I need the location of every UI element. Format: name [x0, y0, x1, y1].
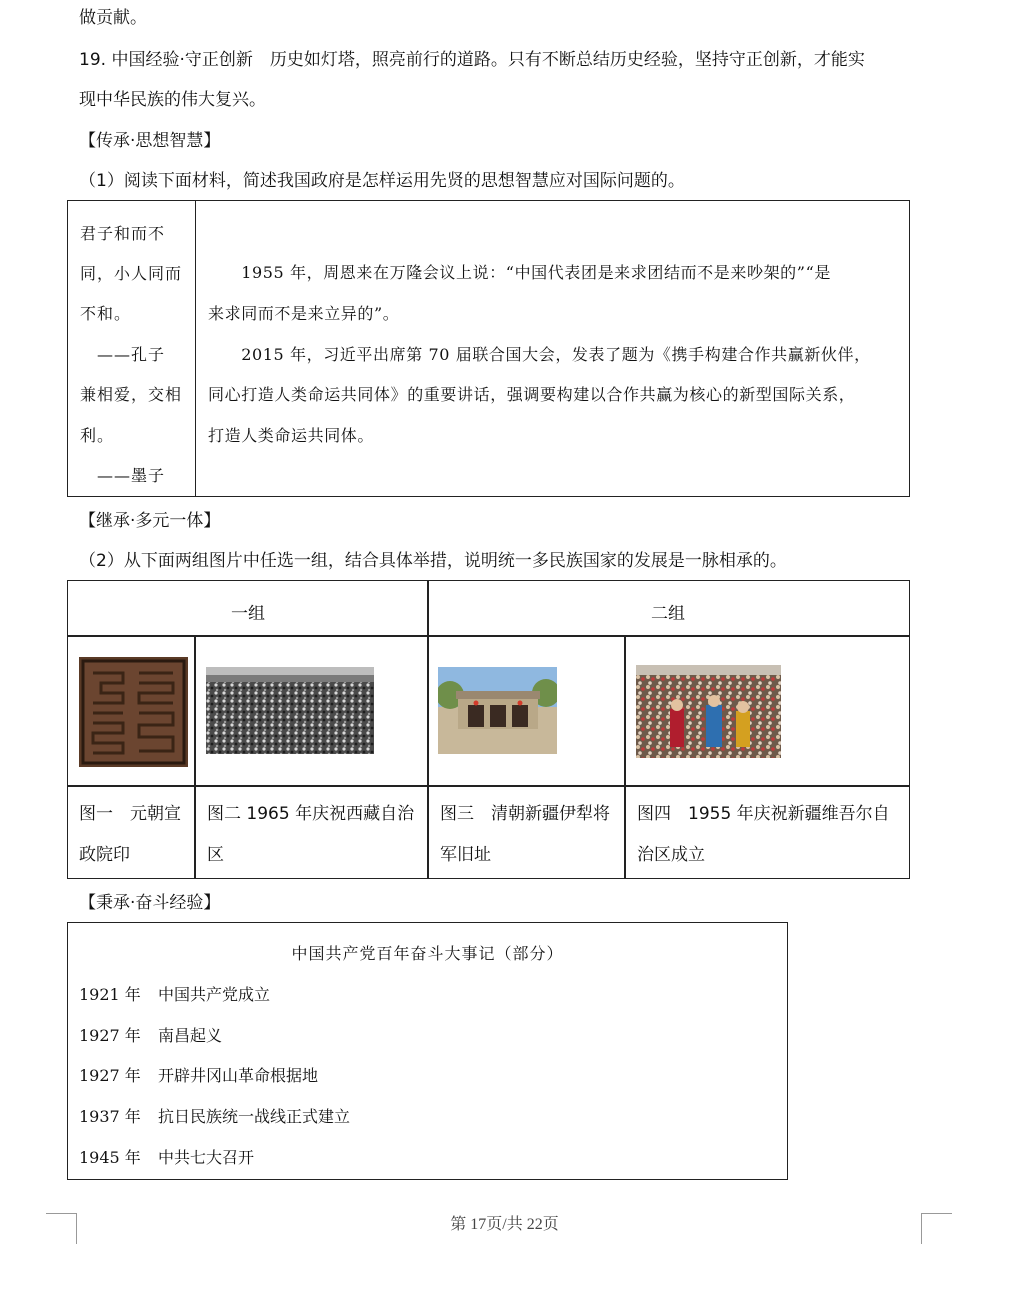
question-19-line1: 19. 中国经验·守正创新 历史如灯塔，照亮前行的道路。只有不断总结历史经验，坚持守正创新，才能实	[79, 50, 865, 70]
quotes-cell	[68, 201, 196, 496]
material-line: 同心打造人类命运共同体》的重要讲话，强调要构建以合作共赢为核心的新型国际关系，	[208, 385, 856, 404]
event-row: 1927 年 开辟井冈山革命根据地	[79, 1066, 319, 1085]
intro-tail: 做贡献。	[79, 8, 147, 28]
page-footer: 第 17页/共 22页	[450, 1216, 559, 1233]
material-table	[67, 200, 910, 497]
section1-question: （1）阅读下面材料，简述我国政府是怎样运用先贤的思想智慧应对国际问题的。	[79, 171, 685, 191]
caption-figure3: 图三 清朝新疆伊犁将 军旧址	[440, 804, 610, 865]
section2-question: （2）从下面两组图片中任选一组，结合具体举措，说明统一多民族国家的发展是一脉相承的。	[79, 551, 787, 571]
event-row: 1921 年 中国共产党成立	[79, 985, 271, 1004]
group2-header: 二组	[651, 604, 685, 624]
caption-figure2: 图二 1965 年庆祝西藏自治 区	[207, 804, 415, 865]
material-line: 打造人类命运共同体。	[208, 426, 375, 445]
quote-line: 同，小人同而	[80, 264, 183, 283]
event-row: 1945 年 中共七大召开	[79, 1148, 255, 1167]
events-box	[67, 922, 788, 1180]
quote-line: 不和。	[80, 304, 132, 323]
material-line: 来求同而不是来立异的”。	[208, 304, 400, 323]
caption-figure4: 图四 1955 年庆祝新疆维吾尔自 治区成立	[637, 804, 890, 865]
yili-building-image	[438, 667, 557, 754]
yuan-seal-image	[79, 657, 188, 767]
picture-groups-table	[67, 580, 910, 879]
section1-heading: 【传承·思想智慧】	[79, 131, 221, 151]
quote-line: 君子和而不	[80, 224, 166, 243]
quote-source: ——墨子	[80, 466, 166, 485]
material-line: 2015 年，习近平出席第 70 届联合国大会，发表了题为《携手构建合作共赢新伙伴，	[208, 345, 871, 364]
event-row: 1937 年 抗日民族统一战线正式建立	[79, 1107, 351, 1126]
xinjiang-celebration-image	[636, 665, 781, 758]
events-title: 中国共产党百年奋斗大事记（部分）	[291, 944, 564, 963]
tibet-celebration-image	[206, 667, 374, 754]
event-row: 1927 年 南昌起义	[79, 1026, 223, 1045]
material-line: 1955 年，周恩来在万隆会议上说：“中国代表团是来求团结而不是来吵架的”“是	[208, 263, 831, 282]
quote-line: 兼相爱，交相	[80, 385, 183, 404]
question-19-line2: 现中华民族的伟大复兴。	[79, 90, 266, 110]
quote-line: 利。	[80, 426, 115, 445]
group1-header: 一组	[231, 604, 265, 624]
section3-heading: 【秉承·奋斗经验】	[79, 893, 221, 913]
caption-figure1: 图一 元朝宣 政院印	[79, 804, 181, 865]
quote-source: ——孔子	[80, 345, 166, 364]
section2-heading: 【继承·多元一体】	[79, 511, 221, 531]
